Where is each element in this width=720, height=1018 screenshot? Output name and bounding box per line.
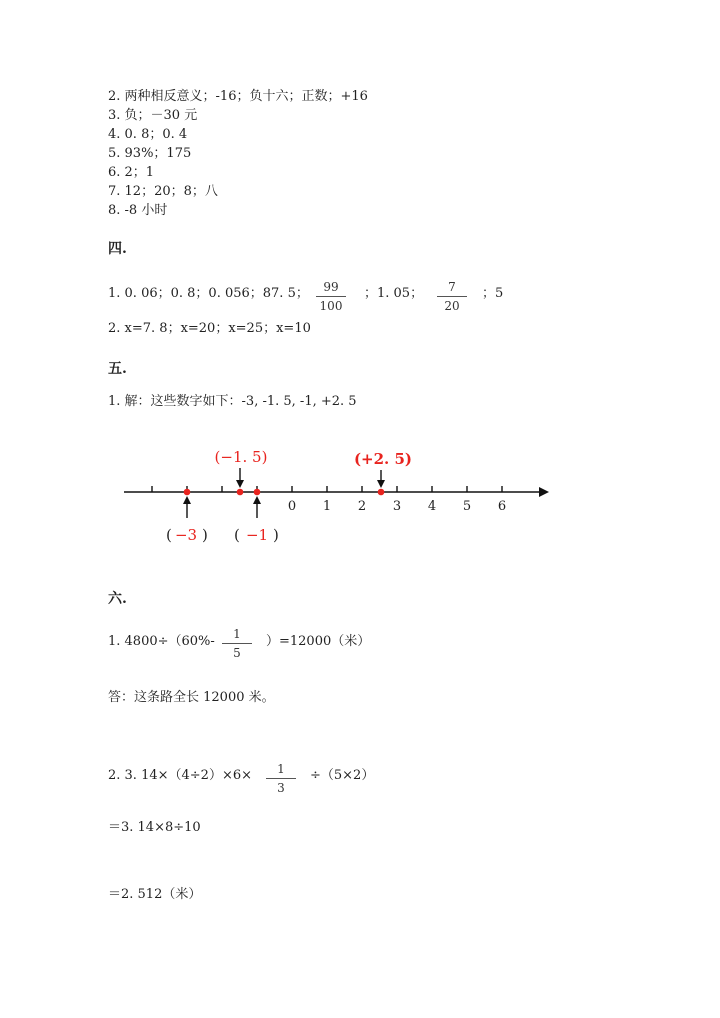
point-neg-3 bbox=[184, 489, 191, 496]
tick-label-0: 0 bbox=[287, 499, 297, 514]
answer-line-5: 5. 93%；175 bbox=[108, 146, 192, 161]
label-neg-1-close: ) bbox=[273, 526, 279, 544]
fraction-bar bbox=[222, 643, 252, 644]
fraction-1-3 bbox=[266, 762, 296, 795]
answer-line-2: 2. 两种相反意义；-16；负十六；正数；+16 bbox=[108, 89, 368, 104]
s4-q1-suffix: ；5 bbox=[482, 286, 504, 301]
answer-line-3: 3. 负；－30 元 bbox=[108, 108, 198, 123]
s4-q2: 2. x=7. 8；x=20；x=25；x=10 bbox=[108, 321, 311, 336]
tick-label-4: 4 bbox=[427, 499, 437, 514]
point-pos-2-5 bbox=[378, 489, 385, 496]
arrow-up-head bbox=[183, 496, 191, 504]
fraction-numerator: 1 bbox=[233, 627, 241, 641]
section-heading-5: 五. bbox=[108, 361, 127, 377]
tick-label-5: 5 bbox=[462, 499, 472, 514]
answer-line-6: 6. 2；1 bbox=[108, 165, 155, 180]
point-neg-1-5 bbox=[237, 489, 244, 496]
arrow-up-head bbox=[253, 496, 261, 504]
tick-label-3: 3 bbox=[392, 499, 402, 514]
point-neg-1 bbox=[254, 489, 261, 496]
fraction-denominator: 100 bbox=[319, 299, 343, 313]
tick-label-2: 2 bbox=[357, 499, 367, 514]
tick-label-1: 1 bbox=[322, 499, 332, 514]
section-heading-6: 六. bbox=[108, 591, 127, 607]
answer-line-8: 8. -8 小时 bbox=[108, 203, 168, 218]
fraction-bar bbox=[266, 778, 296, 779]
answer-line-4: 4. 0. 8；0. 4 bbox=[108, 127, 188, 142]
label-neg-3-value: −3 bbox=[174, 526, 198, 544]
axis-arrowhead bbox=[539, 487, 549, 497]
label-neg-3-open: ( bbox=[166, 526, 172, 544]
s4-q1-prefix: 1. 0. 06；0. 8；0. 056；87. 5； bbox=[108, 286, 309, 301]
label-neg-1-open: ( bbox=[234, 526, 240, 544]
fraction-numerator: 7 bbox=[448, 280, 456, 294]
label-pos-2-5: (+2. 5) bbox=[353, 450, 413, 468]
fraction-denominator: 5 bbox=[233, 646, 241, 660]
s6-step2: ＝2. 512（米） bbox=[108, 887, 202, 902]
fraction-denominator: 20 bbox=[444, 299, 460, 313]
fraction-1-5 bbox=[222, 627, 252, 660]
label-neg-1-value: −1 bbox=[245, 526, 269, 544]
s6-step1: ＝3. 14×8÷10 bbox=[108, 820, 201, 835]
arrow-down-head bbox=[377, 480, 385, 488]
s6-q2-prefix: 2. 3. 14×（4÷2）×6× bbox=[108, 768, 252, 783]
s6-answer: 答：这条路全长 12000 米。 bbox=[108, 690, 275, 705]
label-neg-3-close: ) bbox=[202, 526, 208, 544]
s6-q1-suffix: ）=12000（米） bbox=[266, 634, 371, 649]
s6-q2-suffix: ÷（5×2） bbox=[310, 768, 375, 783]
fraction-denominator: 3 bbox=[277, 781, 285, 795]
s6-q1-prefix: 1. 4800÷（60%- bbox=[108, 634, 215, 649]
section-heading-4: 四. bbox=[108, 241, 127, 257]
arrow-down-head bbox=[236, 480, 244, 488]
tick-label-6: 6 bbox=[497, 499, 507, 514]
s4-q1-mid: ；1. 05； bbox=[364, 286, 424, 301]
fraction-numerator: 1 bbox=[277, 762, 285, 776]
fraction-numerator: 99 bbox=[323, 280, 339, 294]
s5-q1: 1. 解：这些数字如下：-3, -1. 5, -1, +2. 5 bbox=[108, 394, 357, 409]
label-neg-1-5: (−1. 5) bbox=[214, 448, 268, 466]
answer-line-7: 7. 12；20；8；八 bbox=[108, 184, 218, 199]
